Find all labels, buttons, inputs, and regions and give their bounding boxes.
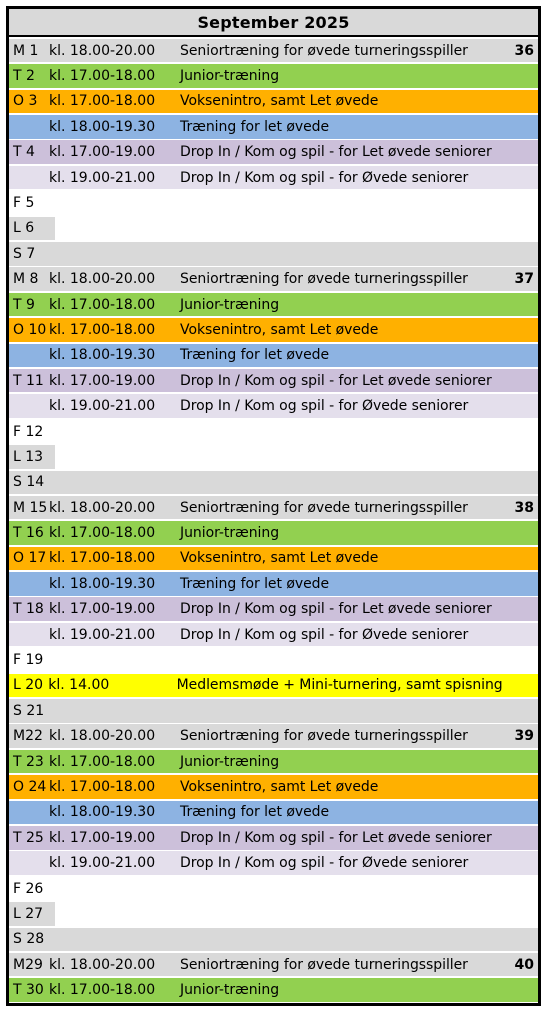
day-label: T 30 — [13, 982, 44, 999]
day-label: T 18 — [13, 601, 44, 618]
calendar-row — [9, 471, 538, 495]
day-label: O 24 — [13, 778, 47, 795]
calendar-row — [9, 445, 538, 469]
event-description: Drop In / Kom og spil - for Let øvede seniorer — [180, 372, 492, 389]
calendar-row — [9, 242, 538, 266]
day-label: L 20 — [13, 677, 44, 694]
calendar-row — [9, 826, 538, 850]
time-label: kl. 19.00-21.00 — [49, 398, 156, 415]
time-label: kl. 19.00-21.00 — [49, 626, 156, 643]
event-description: Drop In / Kom og spil - for Øvede seniorer — [180, 855, 469, 872]
calendar-row — [9, 775, 538, 799]
event-description: Voksenintro, samt Let øvede — [180, 550, 379, 567]
event-description: Træning for let øvede — [180, 118, 330, 135]
event-description: Junior-træning — [180, 525, 280, 542]
event-description: Seniortræning for øvede turneringsspiller — [180, 42, 468, 59]
day-label: M22 — [13, 728, 43, 745]
time-label: kl. 18.00-19.30 — [49, 118, 156, 135]
day-label: S 21 — [13, 702, 45, 719]
event-description: Junior-træning — [180, 68, 280, 85]
day-label: S 14 — [13, 474, 45, 491]
day-label: F 26 — [13, 880, 44, 897]
event-description: Træning for let øvede — [180, 804, 330, 821]
time-label: kl. 18.00-20.00 — [49, 956, 156, 973]
calendar-row — [9, 547, 538, 571]
time-label: kl. 17.00-18.00 — [49, 753, 156, 770]
calendar-row — [9, 166, 538, 190]
time-label: kl. 14.00 — [48, 677, 110, 694]
day-label: F 19 — [13, 652, 44, 669]
time-label: kl. 18.00-20.00 — [49, 42, 156, 59]
week-number: 38 — [514, 499, 534, 516]
calendar-row — [9, 597, 538, 621]
event-description: Seniortræning for øvede turneringsspiller — [180, 728, 468, 745]
event-description: Voksenintro, samt Let øvede — [180, 93, 379, 110]
day-label: M 8 — [13, 271, 39, 288]
time-label: kl. 17.00-19.00 — [49, 144, 156, 161]
day-label: M29 — [13, 956, 43, 973]
calendar-sheet — [6, 6, 541, 1006]
day-label: S 28 — [13, 931, 45, 948]
day-label: T 2 — [13, 68, 35, 85]
calendar-row — [9, 674, 538, 698]
time-label: kl. 18.00-20.00 — [49, 728, 156, 745]
time-label: kl. 18.00-19.30 — [49, 804, 156, 821]
calendar-row — [9, 64, 538, 88]
calendar-row — [9, 928, 538, 952]
calendar-row — [9, 217, 538, 241]
time-label: kl. 17.00-18.00 — [49, 93, 156, 110]
day-label: T 23 — [13, 753, 44, 770]
calendar-row — [9, 90, 538, 114]
event-description: Drop In / Kom og spil - for Let øvede seniorer — [180, 829, 492, 846]
week-number: 40 — [514, 956, 534, 973]
calendar-row — [9, 851, 538, 875]
week-number: 36 — [514, 42, 534, 59]
event-description: Junior-træning — [180, 296, 280, 313]
calendar-row — [9, 394, 538, 418]
calendar-row — [9, 293, 538, 317]
event-description: Voksenintro, samt Let øvede — [180, 321, 379, 338]
time-label: kl. 19.00-21.00 — [49, 855, 156, 872]
time-label: kl. 17.00-18.00 — [49, 68, 156, 85]
day-label: M 1 — [13, 42, 39, 59]
week-number: 39 — [514, 728, 534, 745]
calendar-row — [9, 572, 538, 596]
calendar-row — [9, 420, 538, 444]
event-description: Seniortræning for øvede turneringsspiller — [180, 499, 468, 516]
event-description: Seniortræning for øvede turneringsspiller — [180, 956, 468, 973]
calendar-rows — [9, 37, 538, 1003]
day-label: M 15 — [13, 499, 48, 516]
day-label: T 4 — [13, 144, 35, 161]
time-label: kl. 18.00-19.30 — [49, 575, 156, 592]
day-label: L 13 — [13, 448, 44, 465]
week-number: 37 — [514, 271, 534, 288]
calendar-row — [9, 724, 538, 748]
time-label: kl. 17.00-18.00 — [49, 550, 156, 567]
calendar-row — [9, 344, 538, 368]
event-description: Drop In / Kom og spil - for Let øvede seniorer — [180, 144, 492, 161]
day-label: O 10 — [13, 321, 47, 338]
day-label: T 9 — [13, 296, 35, 313]
calendar-row — [9, 648, 538, 672]
day-label: F 5 — [13, 194, 35, 211]
day-label: L 6 — [13, 220, 35, 237]
calendar-row — [9, 978, 538, 1002]
event-description: Junior-træning — [180, 753, 280, 770]
time-label: kl. 18.00-20.00 — [49, 271, 156, 288]
event-description: Drop In / Kom og spil - for Let øvede seniorer — [180, 601, 492, 618]
calendar-row — [9, 267, 538, 291]
time-label: kl. 17.00-18.00 — [49, 778, 156, 795]
day-label: T 11 — [13, 372, 44, 389]
calendar-row — [9, 623, 538, 647]
calendar-row — [9, 191, 538, 215]
calendar-row — [9, 318, 538, 342]
time-label: kl. 17.00-18.00 — [49, 982, 156, 999]
event-description: Drop In / Kom og spil - for Øvede seniorer — [180, 626, 469, 643]
calendar-title: September 2025 — [9, 9, 538, 37]
calendar-row — [9, 521, 538, 545]
calendar-row — [9, 496, 538, 520]
event-description: Medlemsmøde + Mini-turnering, samt spisning — [176, 677, 503, 694]
time-label: kl. 18.00-19.30 — [49, 347, 156, 364]
event-description: Junior-træning — [180, 982, 280, 999]
event-description: Drop In / Kom og spil - for Øvede seniorer — [180, 169, 469, 186]
day-label: L 27 — [13, 905, 44, 922]
time-label: kl. 17.00-18.00 — [49, 525, 156, 542]
time-label: kl. 17.00-18.00 — [49, 321, 156, 338]
time-label: kl. 17.00-19.00 — [49, 601, 156, 618]
calendar-row — [9, 699, 538, 723]
calendar-row — [9, 877, 538, 901]
day-label: O 3 — [13, 93, 38, 110]
day-label: F 12 — [13, 423, 44, 440]
event-description: Træning for let øvede — [180, 347, 330, 364]
calendar-row — [9, 902, 538, 926]
calendar-row — [9, 39, 538, 63]
event-description: Drop In / Kom og spil - for Øvede seniorer — [180, 398, 469, 415]
day-label: S 7 — [13, 245, 36, 262]
time-label: kl. 17.00-19.00 — [49, 372, 156, 389]
calendar-row — [9, 140, 538, 164]
time-label: kl. 19.00-21.00 — [49, 169, 156, 186]
event-description: Voksenintro, samt Let øvede — [180, 778, 379, 795]
calendar-row — [9, 115, 538, 139]
calendar-row — [9, 953, 538, 977]
day-label: T 25 — [13, 829, 44, 846]
calendar-row — [9, 369, 538, 393]
calendar-row — [9, 801, 538, 825]
event-description: Seniortræning for øvede turneringsspiller — [180, 271, 468, 288]
calendar-row — [9, 750, 538, 774]
time-label: kl. 18.00-20.00 — [49, 499, 156, 516]
day-label: T 16 — [13, 525, 44, 542]
event-description: Træning for let øvede — [180, 575, 330, 592]
time-label: kl. 17.00-18.00 — [49, 296, 156, 313]
time-label: kl. 17.00-19.00 — [49, 829, 156, 846]
day-label: O 17 — [13, 550, 47, 567]
